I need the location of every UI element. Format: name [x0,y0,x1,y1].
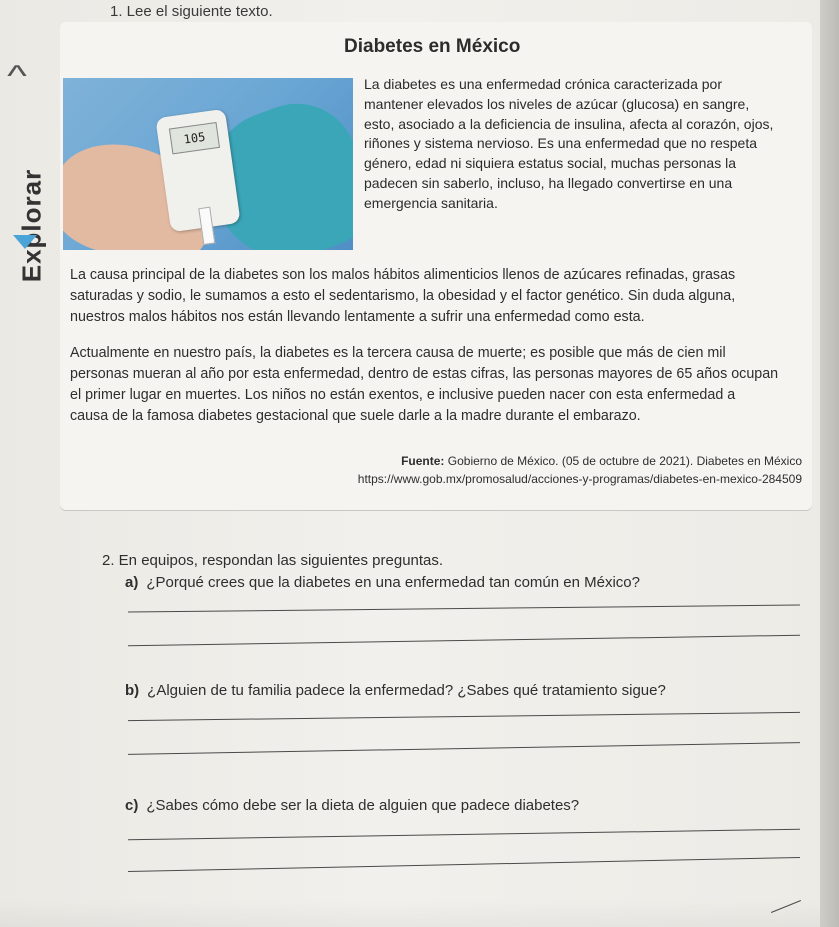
question-b [125,682,666,699]
chevron-up-icon: ^ [7,60,27,93]
question-letter: b) [125,682,140,699]
glucometer-shape [155,109,240,233]
source-citation [290,452,802,488]
answer-line-c1[interactable] [128,829,800,841]
intro-line: emergencia sanitaria. [364,194,498,211]
causes-paragraph [70,265,805,328]
page-edge [820,0,839,927]
glucose-test-photo [63,78,353,250]
intro-line: género, edad ni siquiera estatus social, muchas personas la [364,155,736,172]
question-text: ¿Porqué crees que la diabetes en una enfermedad tan común en México? [146,574,640,591]
paragraph-line: Actualmente en nuestro país, la diabetes es la tercera causa de muerte; es posible que más de cien mil [70,345,726,361]
paragraph-line: personas mueran al año por esta enfermedad, dentro de estas cifras, las personas mayores de 65 años ocupan [70,366,779,382]
page-shadow [0,900,839,927]
side-tab-label: Explorar [16,168,47,283]
intro-line: mantener elevados los niveles de azúcar (glucosa) en sangre, [364,95,750,112]
activity-instruction: 1. Lee el siguiente texto. [110,3,273,20]
questions-heading: 2. En equipos, respondan las siguientes preguntas. [102,552,444,569]
article-title: Diabetes en México [344,36,521,57]
question-text: ¿Sabes cómo debe ser la dieta de alguien que padece diabetes? [146,797,580,814]
answer-line-b1[interactable] [128,712,800,721]
source-text: Gobierno de México. (05 de octubre de 2021). Diabetes en México [447,454,802,468]
answer-line-a1[interactable] [128,604,800,612]
question-c [125,797,579,814]
answer-line-a2[interactable] [128,635,800,647]
answer-line-c2[interactable] [128,857,800,872]
question-letter: a) [125,574,139,591]
paragraph-line: nuestros malos hábitos nos están llevando lentamente a sufrir una enfermedad como esta. [70,309,645,325]
intro-line: La diabetes es una enfermedad crónica caracterizada por [364,76,722,92]
source-label: Fuente: [401,454,445,468]
statistics-paragraph [70,343,805,427]
answer-line-b2[interactable] [128,742,800,755]
explorar-side-tab [0,30,60,500]
question-a [125,574,640,591]
question-letter: c) [125,797,139,814]
question-text: ¿Alguien de tu familia padece la enfermedad? ¿Sabes qué tratamiento sigue? [147,682,666,699]
source-url: https://www.gob.mx/promosalud/acciones-y-programas/diabetes-en-mexico-284509 [357,472,802,486]
paragraph-line: La causa principal de la diabetes son los malos hábitos alimenticios llenos de azúcares refinadas, grasas [70,267,736,283]
paragraph-line: saturadas y sodio, le sumamos a esto el sedentarismo, la obesidad y el factor genético. Sin duda alguna, [70,288,736,304]
paragraph-line: causa de la famosa diabetes gestacional que suele darle a la madre durante el embarazo. [70,408,641,424]
paragraph-line: el primer lugar en muertes. Los niños no están exentos, e inclusive pueden nacer con esta enfermedad a [70,387,736,403]
intro-line: padecen sin saberlo, incluso, ha llegado convertirse en una [364,174,733,191]
intro-line: esto, asociado a la deficiencia de insulina, afecta al corazón, ojos, [364,115,774,132]
intro-line: riñones y sistema nervioso. Es una enfermedad que no respeta [364,135,758,152]
intro-paragraph [364,75,794,214]
glucometer-reading: 105 [169,122,220,154]
triangle-marker-icon [13,235,37,249]
